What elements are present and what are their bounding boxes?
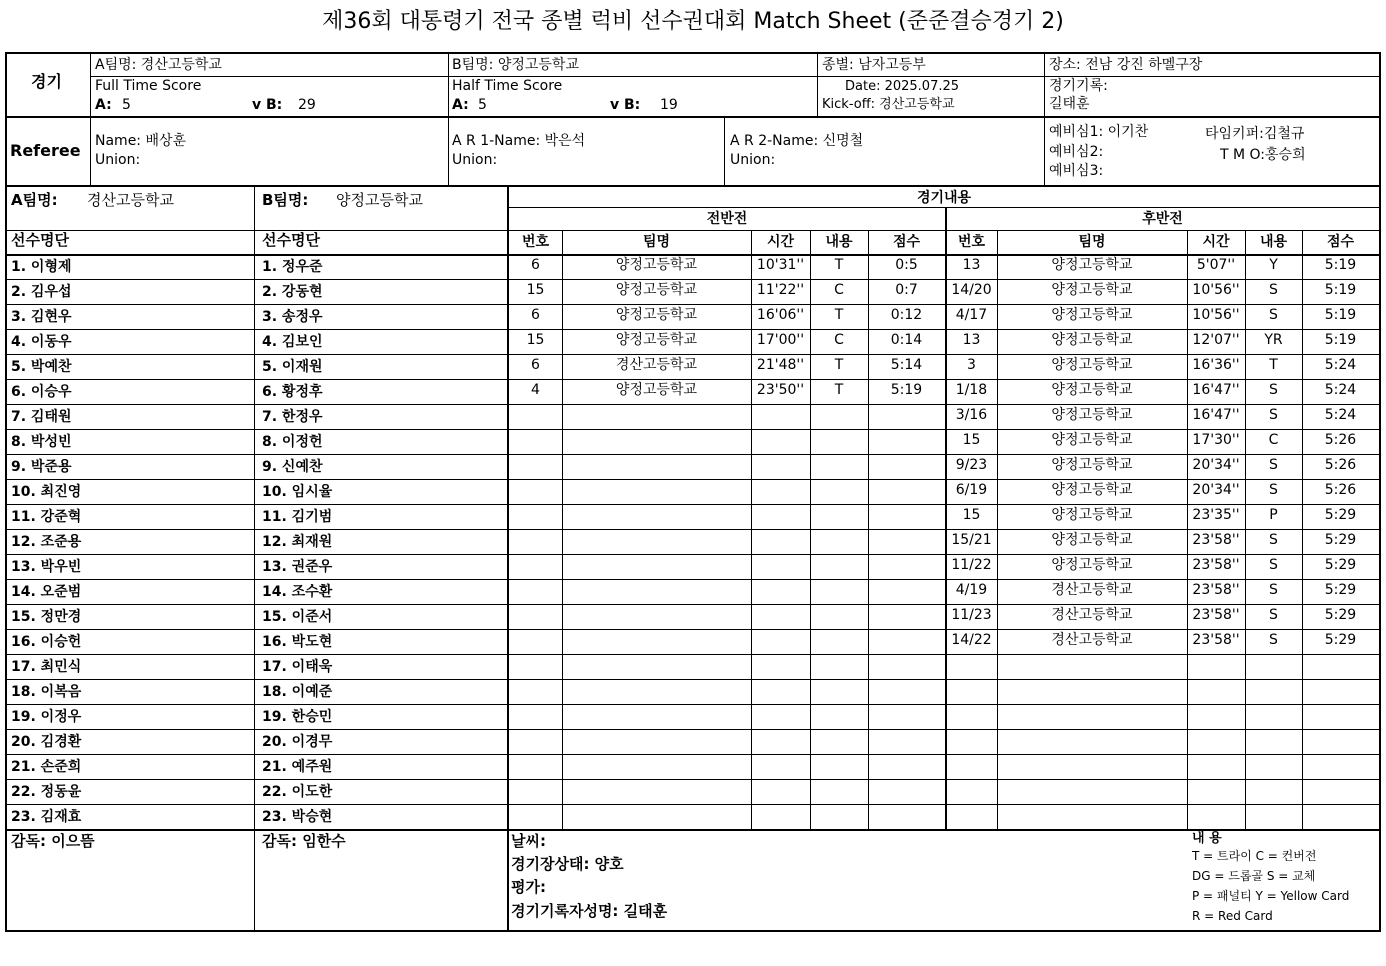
second-half-number: 11/23 xyxy=(951,607,992,623)
first-half-time: 23'50'' xyxy=(756,382,805,398)
roster-a-player: 5. 박예찬 xyxy=(11,359,72,375)
legend-line-4: R = Red Card xyxy=(1192,909,1273,923)
second-half-number: 9/23 xyxy=(955,457,988,473)
first-half-col-header: 내용 xyxy=(825,234,853,250)
roster-b-player: 16. 박도현 xyxy=(262,634,333,650)
second-half-score: 5:29 xyxy=(1324,557,1357,573)
roster-b-player: 3. 송정우 xyxy=(262,309,323,325)
roster-a-player: 3. 김현우 xyxy=(11,309,72,325)
second-half-team: 양정고등학교 xyxy=(1051,482,1133,498)
coach-b: 감독: 임한수 xyxy=(262,832,346,850)
recorder-label: 경기기록: xyxy=(1049,78,1108,94)
second-half-number: 15 xyxy=(962,507,981,523)
first-half-score: 0:14 xyxy=(890,332,923,348)
tmo: T M O:홍승희 xyxy=(1220,147,1306,163)
grid-line xyxy=(5,930,1381,932)
second-half-score: 5:26 xyxy=(1324,482,1357,498)
second-half-team: 양정고등학교 xyxy=(1051,282,1133,298)
second-half-number: 4/19 xyxy=(955,582,988,598)
second-half-event: S xyxy=(1269,307,1278,323)
roster-b-player: 19. 한승민 xyxy=(262,709,333,725)
first-half-team: 경산고등학교 xyxy=(615,357,698,373)
reserve-referee-2: 예비심2: xyxy=(1049,144,1104,160)
roster-b-player: 9. 신예찬 xyxy=(262,459,323,475)
second-half-time: 23'58'' xyxy=(1192,632,1240,648)
second-half-score: 5:29 xyxy=(1324,632,1357,648)
roster-b-player: 23. 박승현 xyxy=(262,809,333,825)
second-half-number: 14/20 xyxy=(951,282,992,298)
roster-b-player: 5. 이재원 xyxy=(262,359,323,375)
second-half-time: 17'30'' xyxy=(1192,432,1240,448)
roster-b-player: 20. 이경무 xyxy=(262,734,333,750)
second-half-event: S xyxy=(1269,532,1278,548)
roster-a-player: 9. 박준용 xyxy=(11,459,72,475)
roster-a-player: 1. 이형제 xyxy=(11,259,72,275)
weather: 날씨: xyxy=(511,832,546,850)
second-half-event: YR xyxy=(1264,332,1283,348)
second-half-time: 10'56'' xyxy=(1192,282,1240,298)
second-half-col-header: 팀명 xyxy=(1078,234,1106,250)
second-half-score: 5:29 xyxy=(1324,607,1357,623)
record-writer: 경기기록자성명: 길태훈 xyxy=(511,902,668,920)
legend-line-2: DG = 드롭골 S = 교체 xyxy=(1192,869,1316,883)
evaluation: 평가: xyxy=(511,878,546,896)
match-date: Date: 2025.07.25 xyxy=(845,79,960,94)
second-half-event: S xyxy=(1269,607,1278,623)
second-half-time: 16'47'' xyxy=(1192,382,1240,398)
second-half-number: 15 xyxy=(962,432,981,448)
roster-b-player: 8. 이정헌 xyxy=(262,434,323,450)
content-label: 경기내용 xyxy=(916,190,972,206)
second-half-number: 13 xyxy=(962,332,981,348)
roster-b-player: 15. 이준서 xyxy=(262,609,333,625)
half-time-label: Half Time Score xyxy=(452,78,563,94)
venue: 장소: 전남 강진 하멜구장 xyxy=(1049,57,1203,73)
timekeeper: 타임키퍼:김철규 xyxy=(1205,126,1305,142)
roster-b-player: 22. 이도한 xyxy=(262,784,333,800)
first-half-event: C xyxy=(834,332,844,348)
second-half-score: 5:29 xyxy=(1324,532,1357,548)
second-half-time: 23'35'' xyxy=(1192,507,1240,523)
roster-a-player: 11. 강준혁 xyxy=(11,509,82,525)
first-half-event: T xyxy=(834,357,844,373)
team-b-header-label: B팀명: xyxy=(262,191,309,209)
team-b-header-name: 양정고등학교 xyxy=(336,191,423,209)
first-half-team: 양정고등학교 xyxy=(615,282,698,298)
half-time-b-score: 19 xyxy=(660,97,678,113)
roster-a-player: 20. 김경환 xyxy=(11,734,82,750)
first-half-time: 10'31'' xyxy=(756,257,805,273)
roster-b-player: 10. 임시율 xyxy=(262,484,333,500)
roster-a-player: 22. 정동윤 xyxy=(11,784,82,800)
first-half-team: 양정고등학교 xyxy=(615,257,698,273)
second-half-time: 20'34'' xyxy=(1192,457,1240,473)
second-half-time: 23'58'' xyxy=(1192,557,1240,573)
grid-line xyxy=(5,52,1381,54)
roster-a-player: 15. 정만경 xyxy=(11,609,82,625)
second-half-time: 23'58'' xyxy=(1192,532,1240,548)
roster-a-player: 8. 박성빈 xyxy=(11,434,72,450)
reserve-referee-1: 예비심1: 이기찬 xyxy=(1049,124,1149,140)
legend-line-1: T = 트라이 C = 컨버전 xyxy=(1192,849,1317,863)
second-half-time: 10'56'' xyxy=(1192,307,1240,323)
full-time-b-score: 29 xyxy=(298,97,316,113)
full-time-label: Full Time Score xyxy=(95,78,202,94)
roster-a-player: 4. 이동우 xyxy=(11,334,72,350)
first-half-score: 0:5 xyxy=(895,257,918,273)
roster-b-player: 4. 김보인 xyxy=(262,334,323,350)
grid-line xyxy=(90,52,91,185)
second-half-team: 경산고등학교 xyxy=(1051,582,1133,598)
second-half-event: C xyxy=(1268,432,1279,448)
second-half-score: 5:19 xyxy=(1324,257,1357,273)
roster-a-player: 17. 최민식 xyxy=(11,659,82,675)
second-half-score: 5:29 xyxy=(1324,507,1357,523)
grid-line xyxy=(1379,52,1381,932)
full-time-b-label: v B: xyxy=(252,97,283,113)
roster-a-player: 7. 김태원 xyxy=(11,409,72,425)
first-half-event: T xyxy=(834,257,844,273)
full-time-a-label: A: xyxy=(95,97,112,113)
ar2-name: A R 2-Name: 신명철 xyxy=(730,133,864,149)
second-half-col-header: 내용 xyxy=(1259,234,1288,250)
second-half-score: 5:19 xyxy=(1324,282,1357,298)
second-half-event: T xyxy=(1269,357,1278,373)
grid-line xyxy=(507,207,1381,208)
roster-b-label: 선수명단 xyxy=(262,231,320,249)
second-half-time: 23'58'' xyxy=(1192,607,1240,623)
second-half-team: 양정고등학교 xyxy=(1051,382,1133,398)
first-half-team: 양정고등학교 xyxy=(615,307,698,323)
roster-b-player: 11. 김기범 xyxy=(262,509,333,525)
roster-b-player: 21. 예주원 xyxy=(262,759,333,775)
second-half-team: 양정고등학교 xyxy=(1051,307,1133,323)
grid-line xyxy=(1044,52,1045,185)
grid-line xyxy=(5,52,7,932)
roster-a-player: 10. 최진영 xyxy=(11,484,82,500)
roster-b-player: 6. 황정후 xyxy=(262,384,323,400)
second-half-col-header: 시간 xyxy=(1202,234,1230,250)
roster-a-player: 12. 조준용 xyxy=(11,534,82,550)
ar1-name: A R 1-Name: 박은석 xyxy=(452,133,586,149)
second-half-score: 5:26 xyxy=(1324,432,1357,448)
second-half-score: 5:24 xyxy=(1324,357,1357,373)
first-half-time: 21'48'' xyxy=(756,357,805,373)
kickoff: Kick-off: 경산고등학교 xyxy=(822,97,955,112)
team-b-name: B팀명: 양정고등학교 xyxy=(452,57,579,73)
first-half-time: 16'06'' xyxy=(756,307,805,323)
second-half-time: 20'34'' xyxy=(1192,482,1240,498)
second-half-time: 16'36'' xyxy=(1192,357,1240,373)
grid-line xyxy=(448,52,449,185)
grid-line xyxy=(254,185,255,930)
roster-b-player: 2. 강동현 xyxy=(262,284,323,300)
second-half-number: 6/19 xyxy=(955,482,988,498)
match-label: 경기 xyxy=(31,72,62,91)
half-time-a-label: A: xyxy=(452,97,469,113)
ar2-union: Union: xyxy=(730,152,776,168)
team-a-header-name: 경산고등학교 xyxy=(87,191,174,209)
second-half-team: 양정고등학교 xyxy=(1051,257,1133,273)
roster-a-player: 23. 김재효 xyxy=(11,809,82,825)
second-half-team: 양정고등학교 xyxy=(1051,432,1133,448)
roster-a-label: 선수명단 xyxy=(11,231,69,249)
grid-line xyxy=(5,185,1381,187)
pitch-condition: 경기장상태: 양호 xyxy=(511,855,624,873)
second-half-event: P xyxy=(1269,507,1278,523)
second-half-event: S xyxy=(1269,557,1278,573)
second-half-score: 5:26 xyxy=(1324,457,1357,473)
second-half-time: 16'47'' xyxy=(1192,407,1240,423)
first-half-number: 6 xyxy=(531,257,540,273)
ar1-union: Union: xyxy=(452,152,498,168)
second-half-number: 15/21 xyxy=(951,532,992,548)
grid-line xyxy=(724,116,725,185)
first-half-number: 15 xyxy=(526,332,545,348)
second-half-number: 4/17 xyxy=(955,307,988,323)
second-half-time: 5'07'' xyxy=(1196,257,1236,273)
referee-union: Union: xyxy=(95,152,141,168)
reserve-referee-3: 예비심3: xyxy=(1049,163,1104,179)
roster-a-player: 6. 이승우 xyxy=(11,384,72,400)
roster-b-player: 7. 한정우 xyxy=(262,409,323,425)
second-half-col-header: 점수 xyxy=(1326,234,1355,250)
first-half-number: 6 xyxy=(531,307,540,323)
first-half-col-header: 시간 xyxy=(766,234,795,250)
first-half-col-header: 점수 xyxy=(892,234,921,250)
second-half-number: 3/16 xyxy=(955,407,988,423)
second-half-team: 경산고등학교 xyxy=(1051,632,1133,648)
second-half-number: 1/18 xyxy=(955,382,988,398)
roster-b-player: 17. 이태욱 xyxy=(262,659,333,675)
second-half-event: S xyxy=(1269,407,1278,423)
first-half-score: 5:19 xyxy=(890,382,923,398)
first-half-number: 4 xyxy=(531,382,540,398)
second-half-event: S xyxy=(1269,582,1278,598)
team-a-header-label: A팀명: xyxy=(11,191,58,209)
second-half-number: 14/22 xyxy=(951,632,992,648)
first-half-number: 6 xyxy=(531,357,540,373)
team-a-name: A팀명: 경산고등학교 xyxy=(95,57,222,73)
second-half-number: 3 xyxy=(967,357,976,373)
first-half-number: 15 xyxy=(526,282,545,298)
second-half-team: 양정고등학교 xyxy=(1051,457,1133,473)
roster-b-player: 13. 권준우 xyxy=(262,559,333,575)
second-half-team: 양정고등학교 xyxy=(1051,357,1133,373)
roster-a-player: 14. 오준범 xyxy=(11,584,82,600)
half-time-b-label: v B: xyxy=(610,97,641,113)
roster-a-player: 18. 이복음 xyxy=(11,684,82,700)
legend-line-3: P = 패널티 Y = Yellow Card xyxy=(1192,889,1350,903)
first-half-time: 11'22'' xyxy=(756,282,805,298)
second-half-event: S xyxy=(1269,482,1278,498)
first-half-event: T xyxy=(834,382,844,398)
second-half-score: 5:24 xyxy=(1324,407,1357,423)
first-half-label: 전반전 xyxy=(706,211,748,227)
first-half-score: 0:12 xyxy=(890,307,923,323)
roster-b-player: 18. 이예준 xyxy=(262,684,333,700)
referee-name: Name: 배상훈 xyxy=(95,133,187,149)
roster-b-player: 1. 정우준 xyxy=(262,259,323,275)
referee-label: Referee xyxy=(10,141,81,160)
category: 종별: 남자고등부 xyxy=(822,57,926,73)
first-half-score: 0:7 xyxy=(895,282,918,298)
second-half-team: 양정고등학교 xyxy=(1051,532,1133,548)
recorder-name: 길태훈 xyxy=(1049,96,1090,112)
roster-a-player: 16. 이승헌 xyxy=(11,634,82,650)
second-half-score: 5:19 xyxy=(1324,307,1357,323)
second-half-team: 경산고등학교 xyxy=(1051,607,1133,623)
first-half-score: 5:14 xyxy=(890,357,923,373)
second-half-time: 23'58'' xyxy=(1192,582,1240,598)
roster-b-player: 12. 최재원 xyxy=(262,534,333,550)
full-time-a-score: 5 xyxy=(122,97,131,113)
grid-line xyxy=(5,116,1381,118)
second-half-event: S xyxy=(1269,632,1278,648)
roster-a-player: 21. 손준희 xyxy=(11,759,82,775)
grid-line xyxy=(90,76,1044,77)
second-half-event: S xyxy=(1269,382,1278,398)
second-half-number: 13 xyxy=(962,257,981,273)
first-half-time: 17'00'' xyxy=(756,332,805,348)
second-half-team: 양정고등학교 xyxy=(1051,507,1133,523)
roster-a-player: 13. 박우빈 xyxy=(11,559,82,575)
legend-title: 내 용 xyxy=(1192,831,1222,846)
first-half-event: T xyxy=(834,307,844,323)
second-half-score: 5:29 xyxy=(1324,582,1357,598)
second-half-label: 후반전 xyxy=(1142,211,1183,227)
second-half-event: S xyxy=(1269,282,1278,298)
first-half-col-header: 팀명 xyxy=(642,234,671,250)
second-half-number: 11/22 xyxy=(951,557,992,573)
second-half-score: 5:19 xyxy=(1324,332,1357,348)
second-half-col-header: 번호 xyxy=(957,234,986,250)
second-half-team: 양정고등학교 xyxy=(1051,557,1133,573)
first-half-team: 양정고등학교 xyxy=(615,332,698,348)
page-title: 제36회 대통령기 전국 종별 럭비 선수권대회 Match Sheet (준준결승경기 2) xyxy=(322,9,1064,34)
second-half-event: S xyxy=(1269,457,1278,473)
roster-a-player: 2. 김우섭 xyxy=(11,284,72,300)
half-time-a-score: 5 xyxy=(478,97,487,113)
grid-line xyxy=(817,52,818,116)
second-half-time: 12'07'' xyxy=(1192,332,1240,348)
first-half-team: 양정고등학교 xyxy=(615,382,698,398)
grid-line xyxy=(1044,76,1381,77)
second-half-team: 양정고등학교 xyxy=(1051,332,1133,348)
second-half-event: Y xyxy=(1269,257,1278,273)
roster-b-player: 14. 조수환 xyxy=(262,584,333,600)
first-half-event: C xyxy=(834,282,844,298)
second-half-score: 5:24 xyxy=(1324,382,1357,398)
roster-a-player: 19. 이정우 xyxy=(11,709,82,725)
first-half-col-header: 번호 xyxy=(521,234,550,250)
coach-a: 감독: 이으뜸 xyxy=(11,832,95,850)
second-half-team: 양정고등학교 xyxy=(1051,407,1133,423)
